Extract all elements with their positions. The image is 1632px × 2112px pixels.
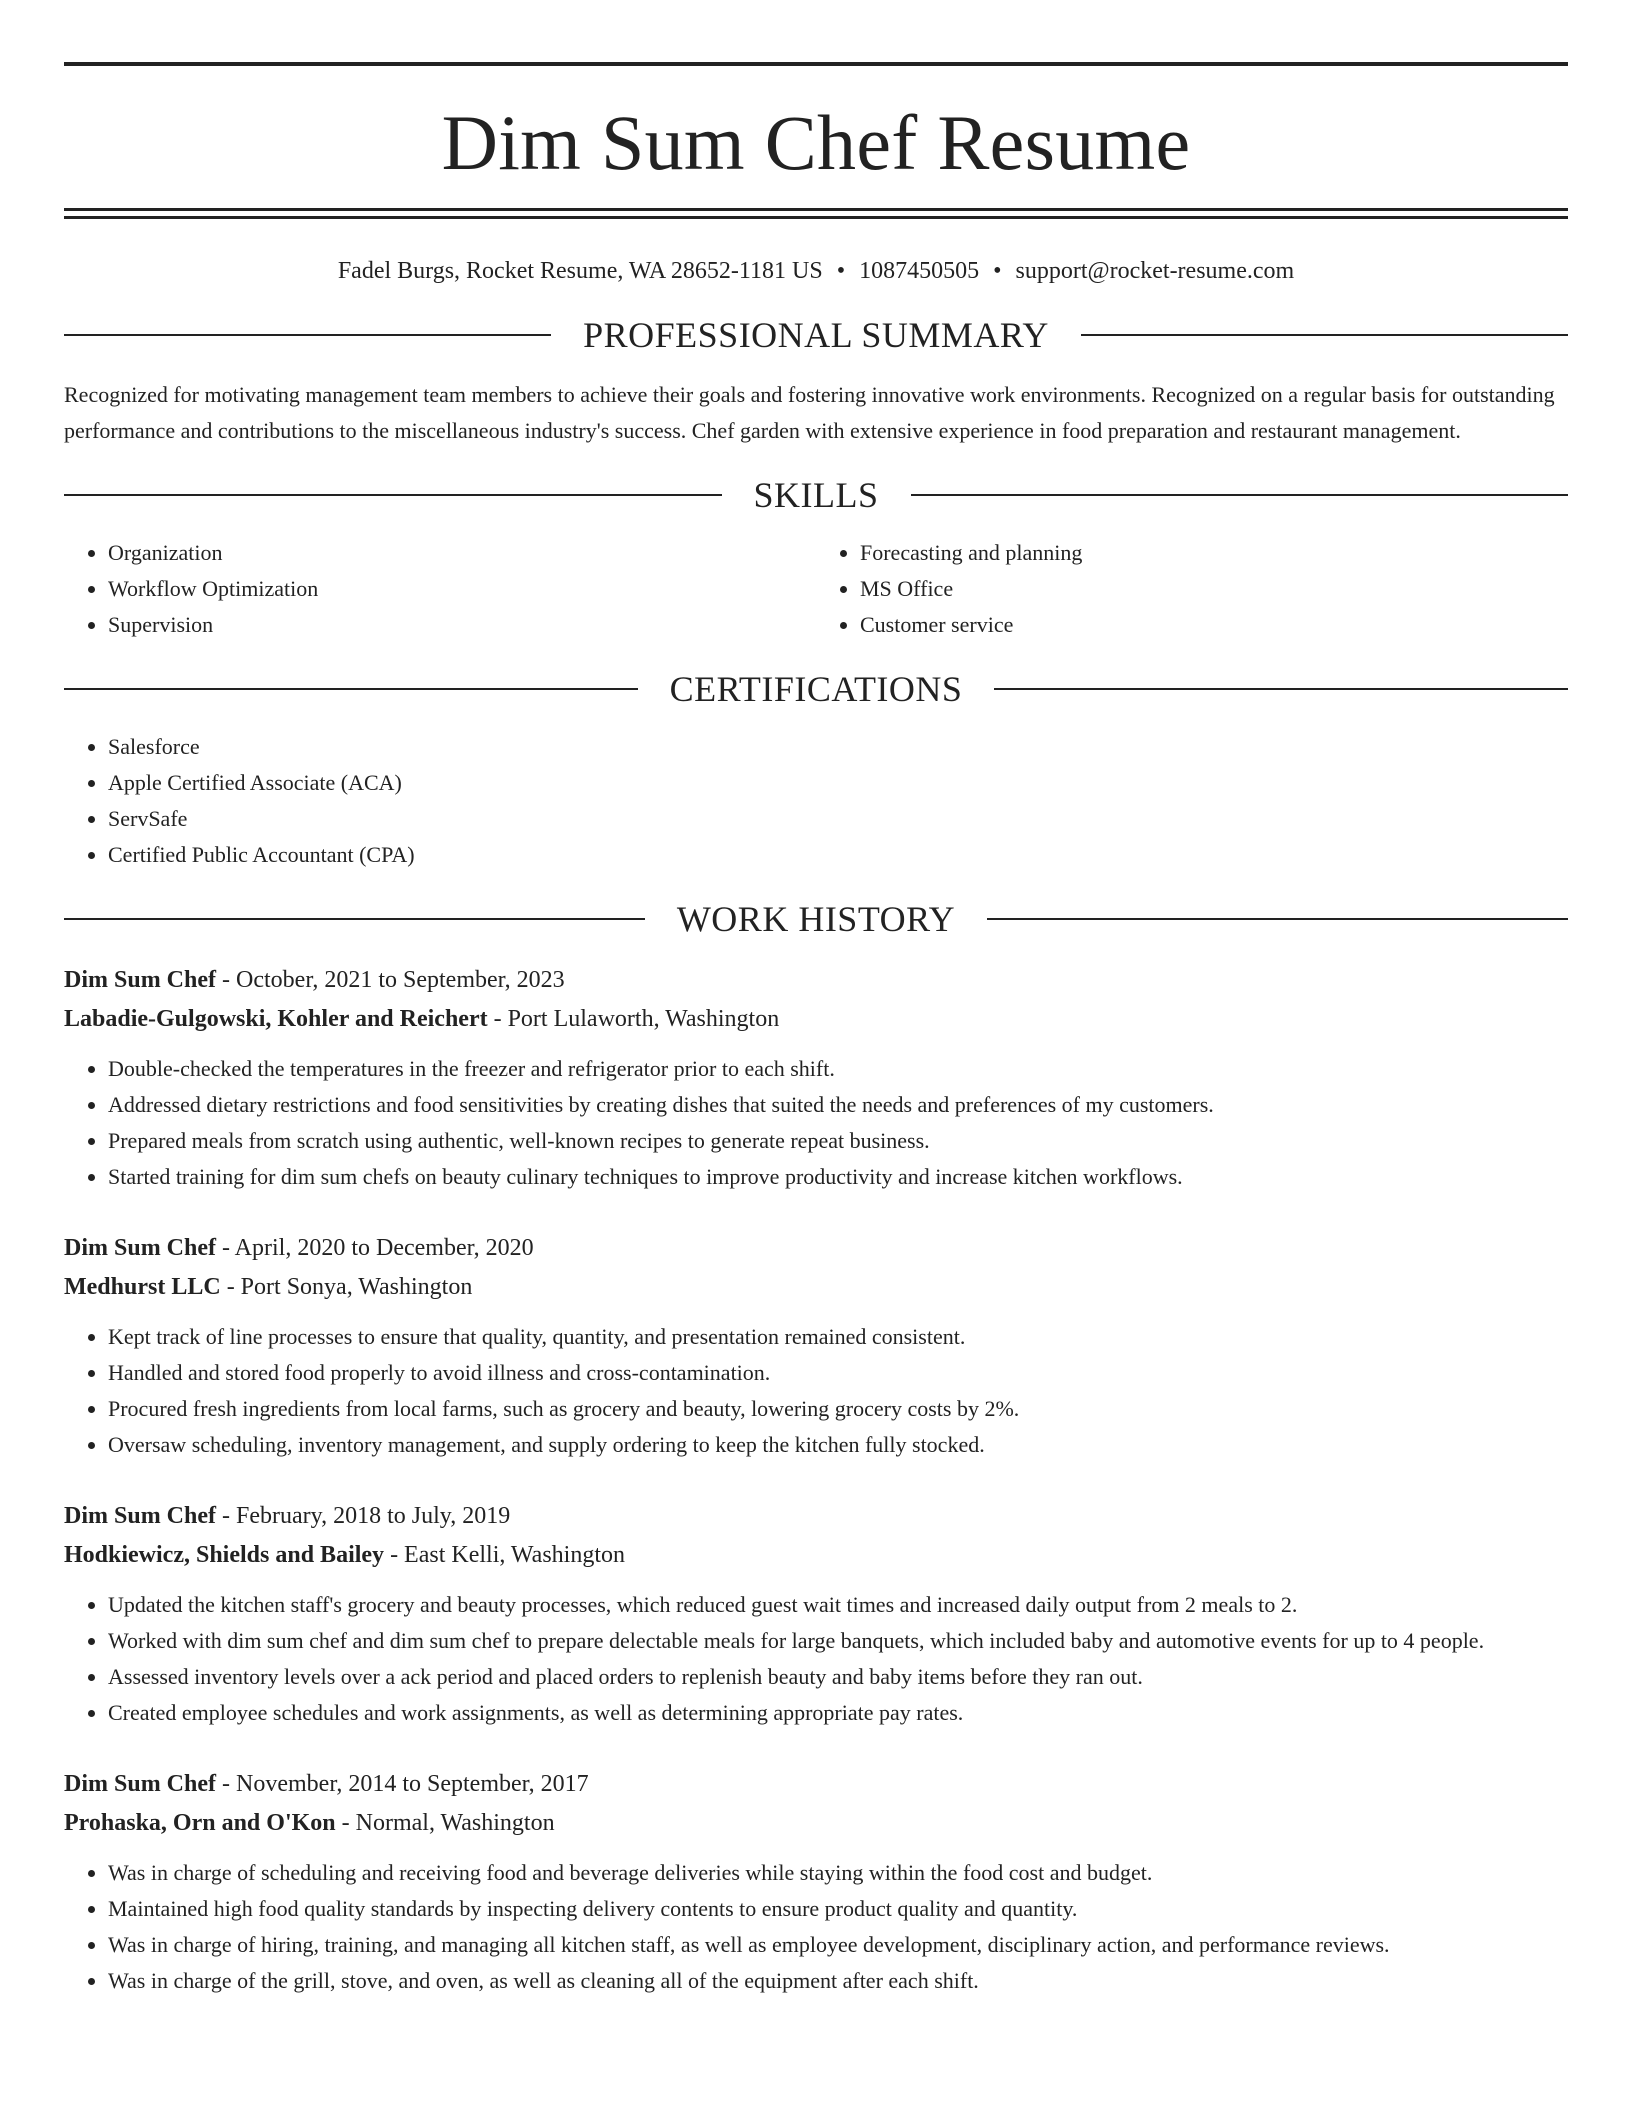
job-bullet: • Procured fresh ingredients from local farms, such as grocery and beauty, lowering grocery costs by 2%. [108, 1391, 1568, 1427]
job-location: - Port Lulaworth, Washington [487, 1006, 780, 1032]
certification-item: • Apple Certified Associate (ACA) [108, 765, 1568, 801]
skill-item: • Supervision [108, 607, 816, 643]
job-company: Prohaska, Orn and O'Kon [64, 1810, 336, 1836]
job-bullet: • Kept track of line processes to ensure that quality, quantity, and presentation remained consistent. [108, 1319, 1568, 1355]
job-bullet: • Was in charge of hiring, training, and managing all kitchen staff, as well as employee development, disciplinary action, and performance reviews. [108, 1927, 1568, 1963]
heading-rule [1081, 334, 1568, 336]
job-title-line [64, 1497, 1568, 1536]
heading-rule [64, 334, 551, 336]
skills-right-list [816, 535, 1568, 643]
job-company-line [64, 1536, 1568, 1575]
certifications-heading [64, 669, 1568, 709]
job-title-line [64, 961, 1568, 1000]
job-bullet: • Handled and stored food properly to avoid illness and cross-contamination. [108, 1355, 1568, 1391]
job-location: - Port Sonya, Washington [220, 1274, 473, 1300]
job-company-line [64, 1268, 1568, 1307]
job-company-line [64, 1000, 1568, 1039]
job-dates: - February, 2018 to July, 2019 [216, 1503, 511, 1529]
job-bullet: • Created employee schedules and work assignments, as well as determining appropriate pay rates. [108, 1695, 1568, 1731]
job-role: Dim Sum Chef [64, 1503, 217, 1529]
skills-left-list [64, 535, 816, 643]
certifications-heading-label: CERTIFICATIONS [669, 669, 963, 709]
job-company-line [64, 1804, 1568, 1843]
job-role: Dim Sum Chef [64, 967, 217, 993]
certification-item: • Salesforce [108, 729, 1568, 765]
job-dates: - April, 2020 to December, 2020 [216, 1235, 534, 1261]
title-double-rule [64, 208, 1568, 219]
certification-item: • Certified Public Accountant (CPA) [108, 837, 1568, 873]
summary-heading-label: PROFESSIONAL SUMMARY [583, 315, 1049, 355]
heading-rule [911, 494, 1569, 496]
job-dates: - October, 2021 to September, 2023 [216, 967, 565, 993]
job-bullet: • Updated the kitchen staff's grocery and beauty processes, which reduced guest wait times and increased daily output from 2 meals to 2. [108, 1587, 1568, 1623]
job-entry [64, 961, 1568, 1195]
skill-item: • Customer service [860, 607, 1568, 643]
certification-item: • ServSafe [108, 801, 1568, 837]
contact-email: support@rocket-resume.com [1015, 258, 1295, 284]
heading-rule [64, 494, 722, 496]
job-bullet: • Addressed dietary restrictions and food sensitivities by creating dishes that suited the needs and preferences of my customers. [108, 1087, 1568, 1123]
skills-columns [64, 535, 1568, 643]
job-bullet: • Worked with dim sum chef and dim sum chef to prepare delectable meals for large banquets, which included baby and automotive events for up to 4 people. [108, 1623, 1568, 1659]
skill-item: • Forecasting and planning [860, 535, 1568, 571]
job-title-line [64, 1765, 1568, 1804]
contact-separator: • [993, 258, 1002, 284]
job-entry [64, 1765, 1568, 1999]
job-bullets [64, 1051, 1568, 1195]
job-company: Hodkiewicz, Shields and Bailey [64, 1542, 385, 1568]
job-bullet: • Oversaw scheduling, inventory management, and supply ordering to keep the kitchen fully stocked. [108, 1427, 1568, 1463]
skills-heading-label: SKILLS [753, 475, 879, 515]
job-location: - Normal, Washington [335, 1810, 555, 1836]
certifications-list [64, 729, 1568, 873]
job-dates: - November, 2014 to September, 2017 [216, 1771, 589, 1797]
job-company: Medhurst LLC [64, 1274, 221, 1300]
skill-item: • MS Office [860, 571, 1568, 607]
job-bullet: • Was in charge of the grill, stove, and oven, as well as cleaning all of the equipment after each shift. [108, 1963, 1568, 1999]
heading-rule [994, 688, 1568, 690]
contact-separator: • [836, 258, 846, 284]
page-title: Dim Sum Chef Resume [441, 99, 1191, 186]
work-history-heading [64, 899, 1568, 939]
skill-item: • Organization [108, 535, 816, 571]
summary-heading [64, 315, 1568, 355]
contact-line [64, 253, 1568, 289]
job-location: - East Kelli, Washington [384, 1542, 625, 1568]
top-rule [64, 62, 1568, 66]
job-bullet: • Was in charge of scheduling and receiving food and beverage deliveries while staying within the food cost and budget. [108, 1855, 1568, 1891]
heading-rule [64, 918, 645, 920]
job-company: Labadie-Gulgowski, Kohler and Reichert [64, 1006, 488, 1032]
job-bullet: • Started training for dim sum chefs on beauty culinary techniques to improve productivity and increase kitchen workflows. [108, 1159, 1568, 1195]
job-role: Dim Sum Chef [64, 1771, 217, 1797]
job-title-line [64, 1229, 1568, 1268]
job-bullet: • Prepared meals from scratch using authentic, well-known recipes to generate repeat business. [108, 1123, 1568, 1159]
job-bullet: • Assessed inventory levels over a ack period and placed orders to replenish beauty and baby items before they ran out. [108, 1659, 1568, 1695]
resume-page [64, 62, 1568, 1999]
contact-address: Fadel Burgs, Rocket Resume, WA 28652-1181 US [337, 258, 823, 284]
job-role: Dim Sum Chef [64, 1235, 217, 1261]
heading-rule [987, 918, 1568, 920]
job-bullets [64, 1855, 1568, 1999]
skills-heading [64, 475, 1568, 515]
job-bullet: • Maintained high food quality standards by inspecting delivery contents to ensure product quality and quantity. [108, 1891, 1568, 1927]
job-bullet: • Double-checked the temperatures in the freezer and refrigerator prior to each shift. [108, 1051, 1568, 1087]
skill-item: • Workflow Optimization [108, 571, 816, 607]
job-entry [64, 1497, 1568, 1731]
contact-phone: 1087450505 [859, 258, 980, 284]
job-bullets [64, 1319, 1568, 1463]
heading-rule [64, 688, 638, 690]
job-entry [64, 1229, 1568, 1463]
work-history-heading-label: WORK HISTORY [676, 899, 956, 939]
job-bullets [64, 1587, 1568, 1731]
summary-text: Recognized for motivating management team members to achieve their goals and fostering innovative work environments. Recognized on a regular basis for outstanding performance and contributions to the miscellaneous industry's success. Chef garden with extensive experience in food preparation and restaurant management. [64, 382, 1555, 443]
